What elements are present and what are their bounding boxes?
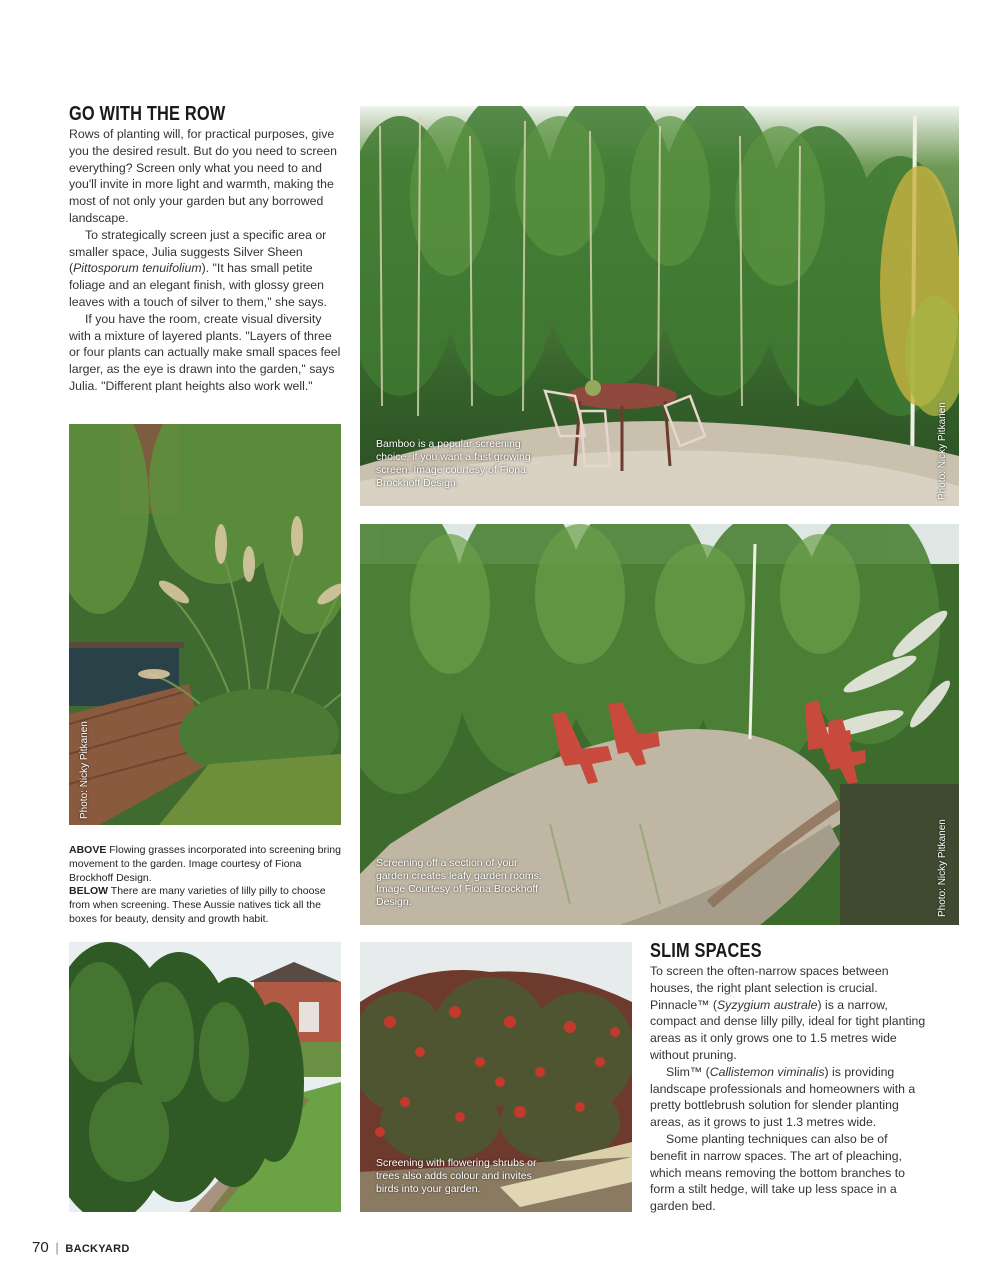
section-heading-go-with-the-row: GO WITH THE ROW: [69, 103, 226, 125]
paragraph: [69, 227, 341, 311]
footer-separator: |: [55, 1240, 59, 1255]
photo-credit-grasses: Photo: Nicky Pitkanen: [79, 721, 90, 819]
photo-credit-chairs: Photo: Nicky Pitkanen: [937, 819, 948, 917]
photo-bamboo-courtyard: [360, 106, 959, 506]
paragraph: [650, 1064, 926, 1131]
article-body-left: [69, 126, 341, 395]
article-body-right: [650, 963, 926, 1215]
caption-below: [69, 885, 341, 926]
grasses-image: [69, 424, 341, 825]
text-run: Slim™ (: [666, 1064, 710, 1079]
caption-text: There are many varieties of lilly pilly to choose from when screening. These Aussie natives tick all the boxes for beauty, density and growth habit.: [69, 885, 326, 925]
text-run: ) is providing landscape professionals and homeowners with a pretty bottlebrush solution for slender planting areas, as it grows to just 1.3 metres wide.: [650, 1064, 916, 1130]
magazine-name: BACKYARD: [65, 1243, 130, 1255]
photo-caption-bottlebrush: Screening with flowering shrubs or trees also adds colour and invites birds into your garden.: [376, 1157, 537, 1195]
text-run: ) is a narrow, compact and dense lilly pilly, ideal for tight planting areas as it only grows one to 1.5 metres wide without pruning.: [650, 997, 926, 1062]
botanical-name: Callistemon viminalis: [709, 1064, 825, 1079]
caption-above: [69, 844, 341, 885]
photo-flowing-grasses: [69, 424, 341, 825]
text-run: ). "It has small petite foliage and an elegant finish, with glossy green leaves with a touch of silver to them," she says.: [69, 261, 327, 309]
text-run: To strategically screen just a specific area or smaller space, Julia suggests Silver Sheen (: [69, 227, 327, 276]
photo-bottlebrush-screen: [360, 942, 632, 1212]
side-captions: [69, 844, 341, 927]
caption-label: ABOVE: [69, 844, 107, 856]
page-number: 70: [32, 1239, 49, 1256]
page-footer: [32, 1239, 130, 1256]
paragraph: Some planting techniques can also be of benefit in narrow spaces. The art of pleaching, which means removing the bottom branches to form a stilt hedge, will take up less space in a garden bed.: [650, 1131, 905, 1214]
photo-garden-room-chairs: [360, 524, 959, 925]
photo-caption-bamboo: Bamboo is a popular screening choice, if you want a fast growing screen. Image courtesy of Fiona Brockhoff Design.: [376, 438, 531, 489]
paragraph: [650, 963, 926, 1064]
caption-label: BELOW: [69, 885, 109, 898]
text-run: To screen the often-narrow spaces between houses, the right plant selection is crucial. Pinnacle™ (: [650, 964, 889, 1012]
hedge-image: [69, 942, 341, 1212]
botanical-name: Pittosporum tenuifolium: [73, 261, 202, 276]
photo-lilly-pilly-hedge: [69, 942, 341, 1212]
botanical-name: Syzygium australe: [716, 997, 818, 1012]
photo-caption-chairs: Screening off a section of your garden creates leafy garden rooms. Image Courtesy of Fiona Brockhoff Design.: [376, 857, 542, 908]
caption-text: Flowing grasses incorporated into screening bring movement to the garden. Image courtesy of Fiona Brockhoff Design.: [69, 844, 341, 884]
photo-credit-bamboo: Photo: Nicky Pitkanen: [937, 402, 948, 500]
section-heading-slim-spaces: SLIM SPACES: [650, 940, 762, 962]
paragraph: Rows of planting will, for practical purposes, give you the desired result. But do you need to screen everything? Screen only what you need to and you'll invite in more light and warmth, making the most of not only your garden but any borrowed landscape.: [69, 127, 337, 225]
paragraph: If you have the room, create visual diversity with a mixture of layered plants. "Layers of three or four plants can actually make small spaces feel larger, as the eye is drawn into the garden," says Julia. "Different plant heights also work well.": [69, 311, 341, 393]
